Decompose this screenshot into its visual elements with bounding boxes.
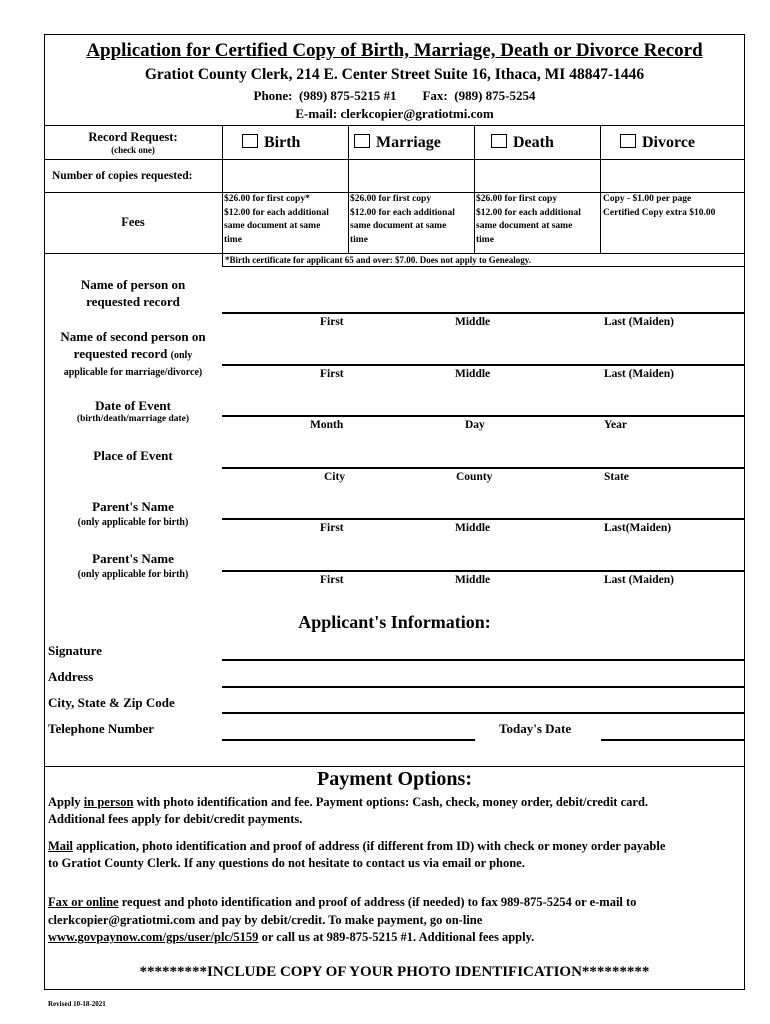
record-request-label: Record Request: (check one) — [88, 130, 178, 155]
col-middle: Middle — [455, 522, 491, 534]
payment-heading: Payment Options: — [317, 768, 472, 790]
person-name-line[interactable] — [222, 312, 745, 314]
todays-date-line[interactable] — [601, 739, 745, 741]
form-title: Application for Certified Copy of Birth, Marriage, Death or Divorce Record — [86, 40, 703, 61]
col-first: First — [320, 368, 344, 380]
checkbox-icon[interactable] — [491, 134, 507, 148]
col-middle: Middle — [455, 574, 491, 586]
applicant-heading: Applicant's Information: — [298, 612, 491, 632]
col-day: Day — [465, 419, 485, 431]
col-last: Last(Maiden) — [604, 522, 672, 534]
city-state-zip-label: City, State & Zip Code — [48, 695, 175, 710]
event-place-line[interactable] — [222, 467, 745, 469]
event-date-line[interactable] — [222, 415, 745, 417]
event-place-label: Place of Event — [93, 448, 173, 463]
divorce-fee: Copy - $1.00 per page Certified Copy extra $10.00 — [603, 194, 716, 218]
col-month: Month — [310, 419, 344, 431]
col-middle: Middle — [455, 368, 491, 380]
table-divider — [222, 125, 223, 266]
divorce-checkbox[interactable]: Divorce — [620, 134, 695, 152]
birth-fee-note: *Birth certificate for applicant 65 and over: $7.00. Does not apply to Genealogy. — [225, 255, 532, 265]
col-city: City — [324, 471, 346, 483]
todays-date-label: Today's Date — [499, 721, 572, 736]
person-name-label: Name of person on requested record — [80, 277, 186, 309]
payment-divider — [44, 766, 745, 767]
table-line — [222, 266, 745, 267]
office-address: Gratiot County Clerk, 214 E. Center Street Suite 16, Ithaca, MI 48847-1446 — [144, 66, 645, 83]
col-last: Last (Maiden) — [604, 316, 674, 328]
office-phone-fax: Phone: (989) 875-5215 #1 Fax: (989) 875-5254 — [253, 88, 536, 103]
office-email: E-mail: clerkcopier@gratiotmi.com — [295, 106, 494, 121]
second-person-line[interactable] — [222, 364, 745, 366]
telephone-line[interactable] — [222, 739, 475, 741]
marriage-checkbox[interactable]: Marriage — [354, 134, 441, 152]
checkbox-icon[interactable] — [620, 134, 636, 148]
payment-mail: Mail application, photo identification and proof of address (if different from ID) with check or money order payable to Gratiot County Clerk. If any questions do not hesitate to contact us via email or phone. — [48, 839, 666, 870]
parent1-line[interactable] — [222, 518, 745, 520]
col-county: County — [456, 471, 493, 483]
death-fee: $26.00 for first copy $12.00 for each additional same document at same time — [476, 194, 581, 245]
signature-line[interactable] — [222, 659, 745, 661]
table-top-line — [44, 125, 745, 126]
checkbox-icon[interactable] — [354, 134, 370, 148]
birth-fee: $26.00 for first copy* $12.00 for each additional same document at same time — [224, 194, 329, 245]
col-year: Year — [604, 419, 627, 431]
col-first: First — [320, 316, 344, 328]
payment-fax-online: Fax or online request and photo identification and proof of address (if needed) to fax 989-875-5254 or e-mail to clerkcopier@gratiotmi.com and pay by debit/credit. To make payment, go on-line www.govpaynow.com/gps/user/plc/5159 or call us at 989-875-5215 #1. Additional fees apply. — [48, 895, 637, 944]
checkbox-icon[interactable] — [242, 134, 258, 148]
col-state: State — [604, 471, 629, 483]
revised-date: Revised 10-18-2021 — [48, 1000, 106, 1008]
col-last: Last (Maiden) — [604, 574, 674, 586]
parent2-line[interactable] — [222, 570, 745, 572]
marriage-fee: $26.00 for first copy $12.00 for each additional same document at same time — [350, 194, 455, 245]
address-line[interactable] — [222, 686, 745, 688]
col-first: First — [320, 522, 344, 534]
signature-label: Signature — [48, 643, 102, 658]
death-checkbox[interactable]: Death — [491, 134, 554, 152]
parent1-label: Parent's Name (only applicable for birth) — [77, 499, 189, 528]
birth-checkbox[interactable]: Birth — [242, 134, 300, 152]
address-label: Address — [48, 669, 94, 684]
fees-label: Fees — [121, 215, 145, 229]
payment-link[interactable]: www.govpaynow.com/gps/user/plc/5159 — [48, 930, 259, 944]
event-date-label: Date of Event (birth/death/marriage date) — [76, 398, 190, 424]
copies-input[interactable] — [223, 160, 744, 191]
copies-label: Number of copies requested: — [52, 170, 193, 182]
col-first: First — [320, 574, 344, 586]
payment-in-person: Apply in person with photo identification and fee. Payment options: Cash, check, money order, debit/credit card. Additional fees apply for debit/credit payments. — [48, 795, 649, 826]
col-middle: Middle — [455, 316, 491, 328]
parent2-label: Parent's Name (only applicable for birth) — [77, 551, 189, 580]
second-person-label: Name of second person on requested record (only applicable for marriage/divorce) — [60, 329, 206, 378]
photo-id-notice: *********INCLUDE COPY OF YOUR PHOTO IDENTIFICATION********* — [139, 964, 650, 980]
telephone-label: Telephone Number — [48, 721, 155, 736]
city-state-zip-line[interactable] — [222, 712, 745, 714]
col-last: Last (Maiden) — [604, 368, 674, 380]
